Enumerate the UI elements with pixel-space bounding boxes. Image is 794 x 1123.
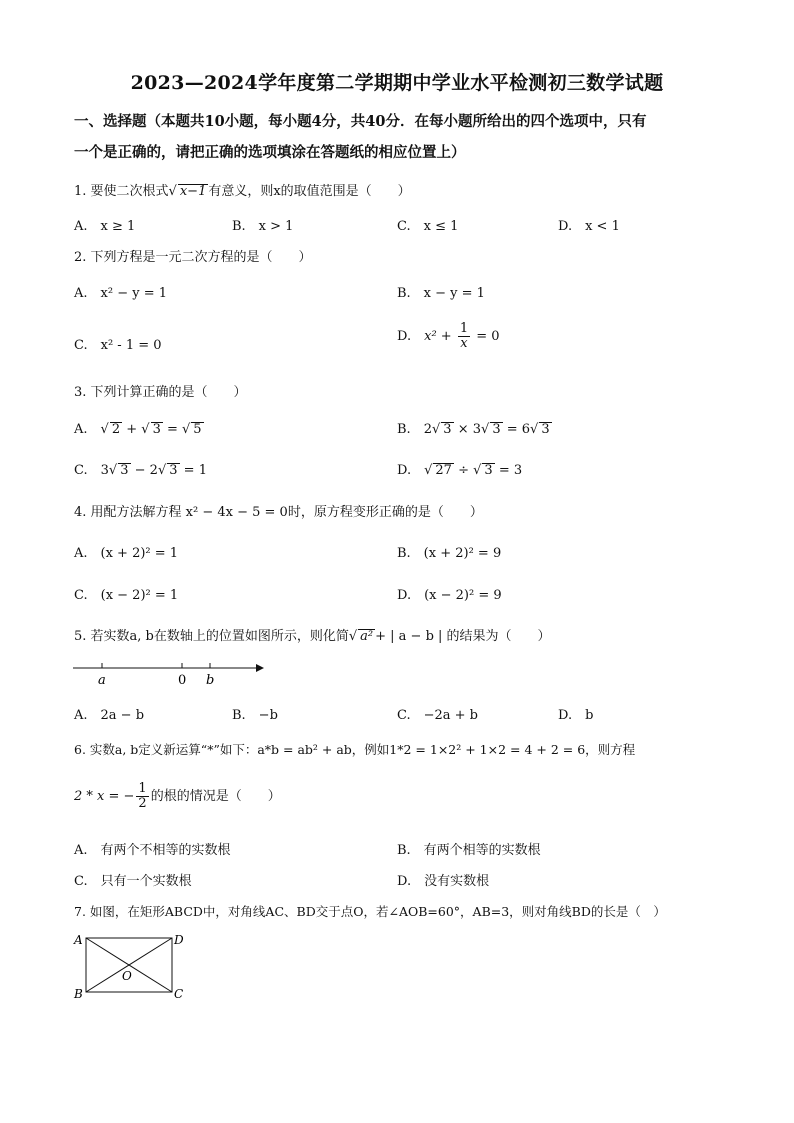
question-5-stem: 5. 若实数a, b在数轴上的位置如图所示，则化简√ a² + | a − b | 的结果为（ ）: [74, 629, 551, 644]
q5-stem-a: 5. 若实数a, b在数轴上的位置如图所示，则化简: [74, 629, 349, 644]
axis-label-0: 0: [178, 673, 187, 688]
center-label-o: O: [122, 969, 132, 983]
q1-stem-b: 有意义，则x的取值范围是（ ）: [208, 184, 411, 199]
q4-option-a[interactable]: A. (x + 2)² = 1: [74, 546, 179, 561]
question-1-stem: 1. 要使二次根式√ x−1 有意义，则x的取值范围是（ ）: [74, 184, 411, 199]
number-line-arrow: [256, 664, 264, 672]
axis-label-b: b: [206, 673, 215, 688]
q2-option-b[interactable]: B. x − y = 1: [397, 286, 485, 301]
q2-option-d-tail: = 0: [472, 329, 500, 344]
q6-eq-tail: 的根的情况是（ ）: [150, 789, 281, 804]
q1-option-c[interactable]: C. x ≤ 1: [397, 219, 459, 234]
q2-option-d-fraction: $\frac{1}{x}$: [459, 321, 469, 351]
q1-option-a[interactable]: A. x ≥ 1: [74, 219, 136, 234]
q2-option-a[interactable]: A. x² − y = 1: [74, 286, 167, 301]
vertex-label-d: D: [174, 933, 184, 947]
q6-eq-lhs: 2 * x = −: [74, 789, 135, 804]
q6-option-b[interactable]: B. 有两个相等的实数根: [397, 843, 541, 858]
section-line-1: 一、选择题（本题共10小题，每小题4分，共40分．在每小题所给出的四个选项中，只有: [74, 113, 647, 130]
q5-radicand: a²: [360, 629, 374, 644]
q6-fraction: $\frac{1}{2}$: [138, 781, 147, 811]
q4-option-c[interactable]: C. (x − 2)² = 1: [74, 588, 179, 603]
q5-stem-b: + | a − b | 的结果为（ ）: [375, 629, 551, 644]
q6-option-a[interactable]: A. 有两个不相等的实数根: [74, 843, 231, 858]
q1-stem-a: 1. 要使二次根式: [74, 184, 169, 199]
q1-option-b[interactable]: B. x > 1: [232, 219, 294, 234]
question-6-stem: 6. 实数a, b定义新运算“*”如下：a*b = ab² + ab，例如1*2 = 1×2² + 1×2 = 4 + 2 = 6，则方程: [74, 742, 636, 757]
axis-label-a: a: [98, 673, 106, 688]
vertex-label-c: C: [174, 987, 184, 1001]
q6-option-c[interactable]: C. 只有一个实数根: [74, 874, 192, 889]
question-4-stem: 4. 用配方法解方程 x² − 4x − 5 = 0时，原方程变形正确的是（ ）: [74, 505, 483, 520]
q2-option-d-math: x² +: [424, 329, 456, 344]
question-7-stem: 7. 如图，在矩形ABCD中，对角线AC、BD交于点O，若∠AOB=60°，AB=3，则对角线BD的长是（ ）: [74, 904, 666, 919]
q5-option-b[interactable]: B. −b: [232, 708, 278, 723]
q6-option-d[interactable]: D. 没有实数根: [397, 874, 490, 889]
q2-option-c[interactable]: C. x² - 1 = 0: [74, 338, 162, 353]
section-heading: [74, 106, 724, 168]
vertex-label-b: B: [74, 987, 83, 1001]
q4-option-b[interactable]: B. (x + 2)² = 9: [397, 546, 502, 561]
q1-radicand: x−1: [179, 184, 207, 199]
q2-option-d[interactable]: [397, 322, 500, 351]
number-line-figure: [70, 656, 270, 688]
rectangle-figure: [70, 928, 190, 1004]
q3-option-a[interactable]: A. √ 2 + √ 3 = √ 5: [74, 422, 202, 437]
q5-option-c[interactable]: C. −2a + b: [397, 708, 479, 723]
section-line-2: 一个是正确的，请把正确的选项填涂在答题纸的相应位置上）: [74, 144, 466, 161]
question-3-stem: 3. 下列计算正确的是（ ）: [74, 385, 247, 400]
q3-option-c[interactable]: C. 3√ 3 − 2√ 3 = 1: [74, 463, 207, 478]
q5-option-a[interactable]: A. 2a − b: [74, 708, 145, 723]
q1-option-d[interactable]: D. x < 1: [558, 219, 620, 234]
q5-option-d[interactable]: D. b: [558, 708, 594, 723]
q2-option-d-letter: D.: [397, 329, 412, 344]
question-6-equation: [74, 782, 281, 811]
page-title: 2023—2024学年度第二学期期中学业水平检测初三数学试题: [130, 72, 664, 94]
question-2-stem: 2. 下列方程是一元二次方程的是（ ）: [74, 250, 312, 265]
vertex-label-a: A: [74, 933, 83, 947]
q4-option-d[interactable]: D. (x − 2)² = 9: [397, 588, 502, 603]
q3-option-d[interactable]: D. √ 27 ÷ √ 3 = 3: [397, 463, 523, 478]
q3-option-b[interactable]: B. 2√ 3 × 3√ 3 = 6√ 3: [397, 422, 550, 437]
